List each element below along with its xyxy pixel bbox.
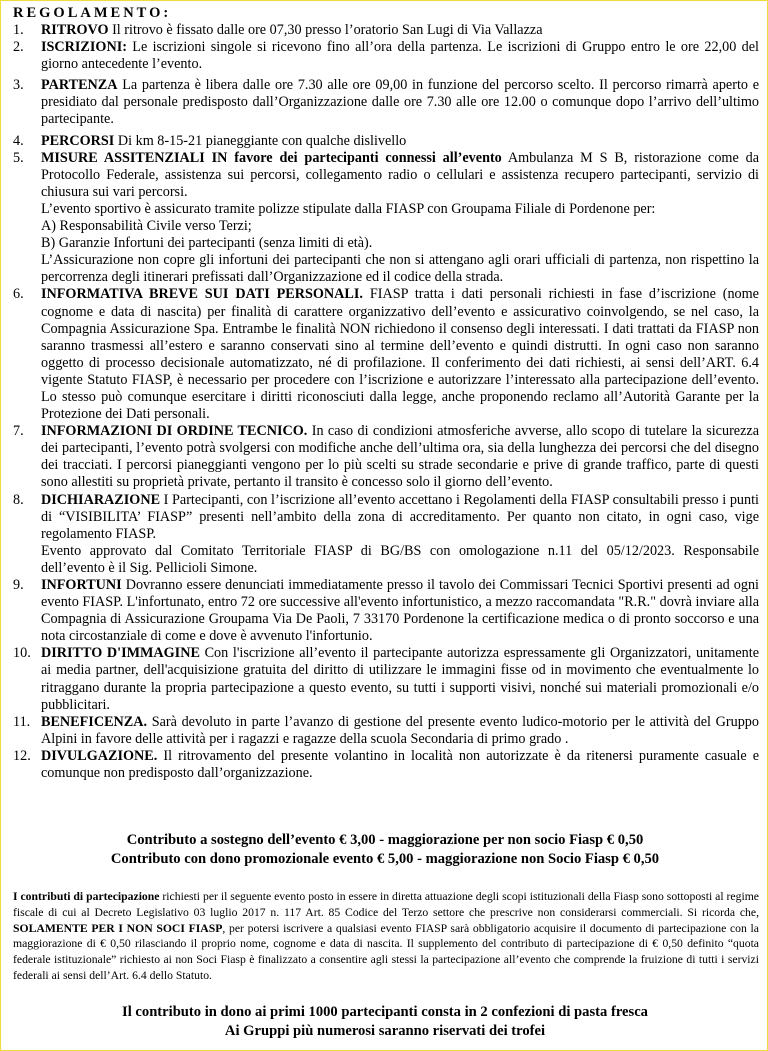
fiscal-note-text: richiesti per il seguente evento posto in essere in diretta attuazione degli scopi istituzionali della Fiasp sono sottoposti al regime fiscale di cui al Decreto Legislativo 03 luglio 2017 n. 117 Art. 85 Codice del Terzo settore che prescrive non considerarsi commerciali. Si ricorda che,	[13, 890, 759, 919]
fiscal-note	[13, 889, 759, 984]
rule-item	[13, 133, 759, 150]
rule-item	[13, 22, 759, 39]
fiscal-note-heading: I contributi di partecipazione	[13, 890, 160, 903]
rule-text: Il ritrovo è fissato dalle ore 07,30 presso l’oratorio San Lugi di Via Vallazza	[108, 22, 543, 38]
rule-text: Ambulanza M S B, ristorazione come da Protocollo Federale, assistenza sui percorsi, collegamento radio o cellulari e assistenza recupero partecipanti, servizio di chiusura sui vari percorsi.	[41, 149, 759, 200]
rule-item	[13, 577, 759, 645]
rule-number: 7.	[13, 423, 24, 440]
rule-paragraph: A) Responsabilità Civile verso Terzi;	[41, 218, 252, 235]
rule-heading: RITROVO	[41, 22, 109, 38]
rule-paragraph: L’evento sportivo è assicurato tramite polizze stipulate dalla FIASP con Groupama Filiale di Pordenone per:	[41, 200, 656, 217]
rule-heading: INFORMAZIONI DI ORDINE TECNICO.	[41, 423, 308, 440]
closing-notes	[1, 1003, 768, 1041]
rule-heading: INFORTUNI	[41, 577, 122, 593]
gift-note: Il contributo in dono ai primi 1000 partecipanti consta in 2 confezioni di pasta fresca	[122, 1004, 648, 1020]
fiscal-note-emphasis: SOLAMENTE PER I NON SOCI FIASP	[13, 921, 223, 935]
rule-heading: BENEFICENZA.	[41, 713, 148, 730]
rule-number: 10.	[13, 645, 31, 662]
rule-number: 4.	[13, 132, 24, 149]
rule-item	[13, 423, 759, 491]
rule-heading: DIVULGAZIONE.	[41, 747, 158, 764]
rule-text: Le iscrizioni singole si ricevono fino all’ora della partenza. Le iscrizioni di Gruppo entro le ore 22,00 del giorno antecedente l’evento.	[41, 39, 759, 73]
rule-heading: DICHIARAZIONE	[41, 491, 161, 508]
rule-paragraph: B) Garanzie Infortuni dei partecipanti (senza limiti di età).	[41, 235, 373, 252]
rule-number: 9.	[13, 577, 24, 593]
rule-number: 1.	[13, 22, 24, 38]
rule-number: 5.	[13, 149, 24, 166]
rule-number: 2.	[13, 39, 24, 56]
rule-heading: MISURE ASSITENZIALI IN favore dei partecipanti connessi all’evento	[41, 149, 502, 166]
rule-heading: INFORMATIVA BREVE SUI DATI PERSONALI.	[41, 286, 363, 303]
rule-number: 6.	[13, 286, 24, 303]
rule-item	[13, 150, 759, 287]
rule-number: 3.	[13, 77, 24, 94]
rule-paragraph: Evento approvato dal Comitato Territoriale FIASP di BG/BS con omologazione n.11 del 05/12/2023. Responsabile dell’evento è il Sig. Pellicioli Simone.	[41, 542, 759, 576]
rule-text: FIASP tratta i dati personali richiesti in fase d’iscrizione (nome cognome e data di nascita) per finalità di carattere organizzativo dell’evento e assicurativo coinvolgendo, se nel caso, la Compagnia Assicurazione Spa. Entrambe le finalità NON richiedono il consenso degli interessati. I dati trattati da FIASP non saranno trasmessi all’estero e saranno conservati sino al termine dell’evento e quindi distrutti. In ogni caso non saranno oggetto di processo decisionale automatizzato, né di profilazione. Il conferimento dei dati richiesti, ai sensi dell’ART. 6.4 vigente Statuto FIASP, è necessario per procedere con l’iscrizione e autorizzare l’interessato alla partecipazione dell’evento. Lo stesso può comunque esercitare i diritti riconosciuti dalla legge, anche proponendo reclamo all’Autorità Garante per la Protezione dei Dati personali.	[41, 286, 759, 423]
rule-heading: DIRITTO D'IMMAGINE	[41, 645, 200, 662]
contribution-line: Contributo con dono promozionale evento € 5,00 - maggiorazione non Socio Fiasp € 0,50	[110, 850, 660, 867]
rule-item	[13, 645, 759, 713]
rule-text: I Partecipanti, con l’iscrizione all’evento accettano i Regolamenti della FIASP consultabili presso i punti di “VISIBILITA’ FIASP” presenti nell’ambito della zona di accreditamento. Per quanto non citato, in ogni caso, vige regolamento FIASP.	[41, 491, 759, 542]
rule-text: Sarà devoluto in parte l’avanzo di gestione del presente evento ludico-motorio per le attività del Gruppo Alpini in favore delle attività per i ragazzi e ragazze della scuola Secondaria di primo grado .	[41, 713, 759, 747]
rule-heading: ISCRIZIONI:	[41, 39, 127, 56]
rule-text: Di km 8-15-21 pianeggiante con qualche dislivello	[114, 132, 407, 149]
rule-item	[13, 492, 759, 577]
rule-item	[13, 748, 759, 782]
contribution-box	[1, 831, 768, 868]
rule-text: Con l'iscrizione all’evento il partecipante autorizza espressamente gli Organizzatori, unitamente ai media partner, dell'acquisizione gratuita del diritto di utilizzare le immagini fisse od in movimento che eventualmente lo ritraggano durante la propria partecipazione a questo evento, su tutti i supporti visivi, nonché sui materiali promozionali e/o pubblicitari.	[41, 645, 759, 713]
rule-number: 11.	[13, 713, 31, 730]
rule-text: Il ritrovamento del presente volantino in località non autorizzate è da ritenersi puramente casuale e comunque non predisposto dall’organizzazione.	[41, 747, 759, 782]
fiscal-note-text: , per potersi iscrivere a qualsiasi evento FIASP sarà obbligatorio acquisire il documento di partecipazione con la maggiorazione di € 0,50 rilasciando il proprio nome, cognome e data di nascita. Il supplemento del contributo di partecipazione di € 0,50 definito “quota federale istituzionale” richiesto ai non Soci Fiasp è finalizzato a consentire agli stessi la partecipazione all’evento che comprende la fruizione di tutti i servizi federali ai sensi dell’Art. 6.4 dello Statuto.	[13, 921, 759, 982]
rule-heading: PERCORSI	[41, 132, 115, 149]
rule-item	[13, 286, 759, 423]
regulation-title: REGOLAMENTO:	[13, 5, 172, 21]
rules-list	[13, 22, 759, 782]
rule-text: La partenza è libera dalle ore 7.30 alle ore 09,00 in funzione del percorso scelto. Il percorso rimarrà aperto e presidiato dal personale predisposto dall’Organizzazione dalle ore 7.30 alle ore 12.00 o comunque dopo l’arrivo dell’ultimo partecipante.	[41, 77, 759, 128]
rule-number: 8.	[13, 491, 24, 508]
rule-heading: PARTENZA	[41, 77, 118, 94]
rule-number: 12.	[13, 747, 31, 764]
trophy-note: Ai Gruppi più numerosi saranno riservati dei trofei	[224, 1023, 546, 1039]
rule-text: Dovranno essere denunciati immediatamente presso il tavolo dei Commissari Tecnici Sportivi presenti ad ogni evento FIASP. L'infortunato, entro 72 ore successive all'evento infortunistico, a mezzo raccomandata "R.R." dovrà inviare alla Compagnia di Assicurazione Groupama Via De Paoli, 7 33170 Pordenone la certificazione medica o di pronto soccorso e una nota circostanziale di come e dove è avvenuto l'infortunio.	[41, 577, 759, 645]
rule-paragraph: L’Assicurazione non copre gli infortuni dei partecipanti che non si attengano agli orari ufficiali di partenza, non rispettino la percorrenza degli itinerari prefissati dall’Organizzazione ed il codice della strada.	[41, 252, 759, 286]
rule-item	[13, 77, 759, 128]
rule-item	[13, 39, 759, 73]
rule-text: In caso di condizioni atmosferiche avverse, allo scopo di tutelare la sicurezza dei partecipanti, l’evento potrà svolgersi con modifiche anche dell’ultima ora, sia della lunghezza dei percorsi che del disegno dei tracciati. I percorsi pianeggianti vengono per lo più scelti su strade secondarie e prive di grande traffico, parte di questi sono allestiti su proprietà private, pertanto il transito è concesso solo il giorno dell’evento.	[41, 423, 759, 491]
contribution-line: Contributo a sostegno dell’evento € 3,00 - maggiorazione per non socio Fiasp € 0,50	[126, 832, 644, 848]
rule-item	[13, 714, 759, 748]
